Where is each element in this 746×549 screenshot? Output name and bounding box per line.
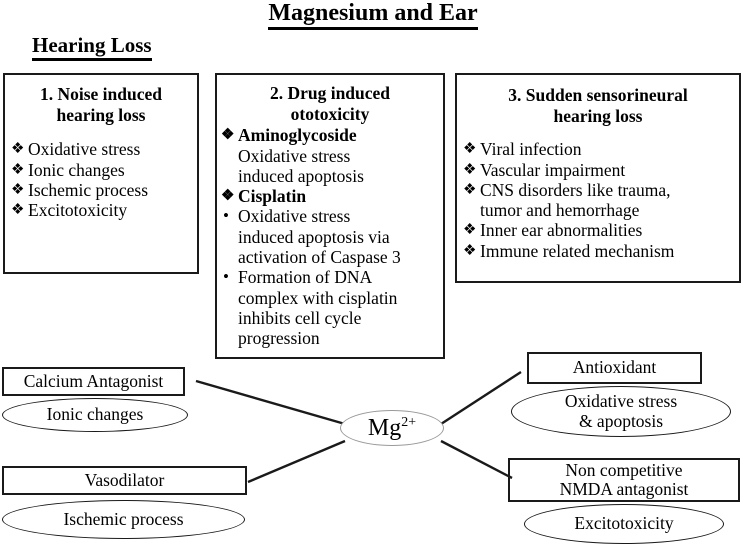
node-vasodilator: [2, 466, 247, 495]
box3-bullet-list: [457, 139, 739, 261]
box3-heading: [457, 75, 739, 126]
diamond-bullet-icon: ❖: [11, 181, 25, 198]
box2-heading: [217, 75, 443, 124]
list-item: [463, 241, 735, 261]
list-item: [11, 200, 193, 220]
section-title-text: Hearing Loss: [32, 33, 152, 61]
list-item-label: Cisplatin: [238, 186, 307, 207]
diamond-bullet-icon: ❖: [463, 242, 477, 259]
list-item-continuation: progression: [238, 328, 320, 349]
box2-heading-line-2: ototoxicity: [290, 103, 370, 124]
node-oxidative-stress-apoptosis-line-2: & apoptosis: [578, 410, 664, 431]
diamond-bullet-icon: ❖: [11, 141, 25, 158]
box1-bullet-list: [5, 139, 197, 220]
node-oxidative-stress-apoptosis-text: [565, 392, 677, 431]
node-non-competitive-nmda-antagonist: [508, 458, 740, 502]
diamond-bullet-icon: ❖: [11, 202, 25, 219]
box1-heading: [5, 75, 197, 125]
node-magnesium-ion-label: [368, 415, 416, 442]
node-oxidative-stress-apoptosis: [511, 386, 731, 437]
box3-heading-line-2: hearing loss: [553, 105, 643, 126]
dot-bullet-icon: •: [223, 267, 229, 287]
list-item: [221, 125, 439, 145]
list-item-continuation: tumor and hemorrhage: [480, 200, 640, 221]
list-item-continuation: induced apoptosis: [238, 165, 364, 186]
node-calcium-antagonist-label: Calcium Antagonist: [23, 370, 164, 391]
box-noise-induced-hearing-loss: [3, 73, 199, 274]
list-item: [11, 160, 193, 180]
list-item-continuation: complex with cisplatin: [238, 287, 398, 308]
section-title: [32, 33, 152, 58]
box3-heading-line-1: 3. Sudden sensorineural: [508, 85, 688, 105]
diamond-bullet-icon: ❖: [11, 161, 25, 178]
diamond-bullet-icon: ❖: [221, 127, 235, 144]
list-item-label: CNS disorders like trauma,: [480, 179, 671, 200]
list-item: [11, 139, 193, 159]
node-calcium-antagonist: [2, 367, 185, 396]
node-ionic-changes-label: Ionic changes: [46, 404, 144, 425]
diamond-bullet-icon: ❖: [463, 222, 477, 239]
connector-vasodilator-to-mg: [248, 441, 345, 482]
node-magnesium-ion: [340, 410, 444, 446]
list-item-continuation: Oxidative stress: [238, 145, 351, 166]
magnesium-symbol: Mg: [367, 414, 402, 441]
box2-bullet-list: [217, 125, 443, 348]
diamond-bullet-icon: ❖: [463, 141, 477, 158]
box-sudden-sensorineural-hearing-loss: [455, 73, 741, 283]
list-item: [221, 267, 439, 287]
list-item: [463, 180, 735, 200]
list-item: [463, 220, 735, 240]
diamond-bullet-icon: ❖: [221, 188, 235, 205]
node-antioxidant-label: Antioxidant: [572, 357, 657, 378]
list-item-continuation: inhibits cell cycle: [238, 307, 362, 328]
page-title: [0, 0, 746, 27]
list-item: [221, 206, 439, 226]
list-item-label: Excitotoxicity: [28, 200, 128, 221]
node-antioxidant: [527, 352, 702, 384]
diamond-bullet-icon: ❖: [463, 161, 477, 178]
node-vasodilator-label: Vasodilator: [84, 469, 165, 490]
list-item-label: Viral infection: [480, 139, 582, 160]
diamond-bullet-icon: ❖: [463, 181, 477, 198]
page-title-text: Magnesium and Ear: [268, 0, 477, 30]
node-excitotoxicity-label: Excitotoxicity: [574, 513, 674, 534]
list-item-label: Oxidative stress: [28, 139, 141, 160]
box-drug-induced-ototoxicity: [215, 73, 445, 359]
list-item: [221, 186, 439, 206]
node-nmda-antagonist-line-1: Non competitive: [565, 459, 683, 480]
connector-calcium-to-mg: [196, 381, 345, 424]
dot-bullet-icon: •: [223, 206, 229, 226]
list-item: [11, 180, 193, 200]
box1-heading-line-2: hearing loss: [56, 104, 146, 125]
list-item-label: Vascular impairment: [480, 159, 626, 180]
node-ischemic-process-label: Ischemic process: [63, 508, 184, 529]
list-item-label: Oxidative stress: [238, 206, 351, 227]
list-item: [463, 139, 735, 159]
node-nmda-antagonist-line-2: NMDA antagonist: [559, 479, 689, 499]
magnesium-charge: 2+: [401, 414, 417, 430]
box2-heading-line-1: 2. Drug induced: [269, 83, 391, 103]
list-item: [463, 160, 735, 180]
list-item-continuation: induced apoptosis via: [238, 226, 390, 247]
list-item-continuation: activation of Caspase 3: [238, 247, 401, 268]
list-item-label: Immune related mechanism: [480, 240, 675, 261]
list-item-label: Aminoglycoside: [238, 125, 357, 146]
connector-mg-to-antioxidant: [441, 372, 521, 424]
connector-mg-to-nmda: [441, 441, 512, 478]
node-nmda-antagonist-text: [560, 461, 689, 500]
node-oxidative-stress-apoptosis-line-1: Oxidative stress: [564, 390, 678, 411]
list-item-label: Ionic changes: [28, 159, 125, 180]
list-item-label: Formation of DNA: [238, 267, 373, 288]
node-ischemic-process: [2, 500, 245, 539]
node-ionic-changes: [2, 398, 188, 432]
node-excitotoxicity: [524, 504, 724, 544]
list-item-label: Inner ear abnormalities: [480, 220, 643, 241]
list-item-label: Ischemic process: [28, 179, 149, 200]
box1-heading-line-1: 1. Noise induced: [39, 84, 163, 104]
